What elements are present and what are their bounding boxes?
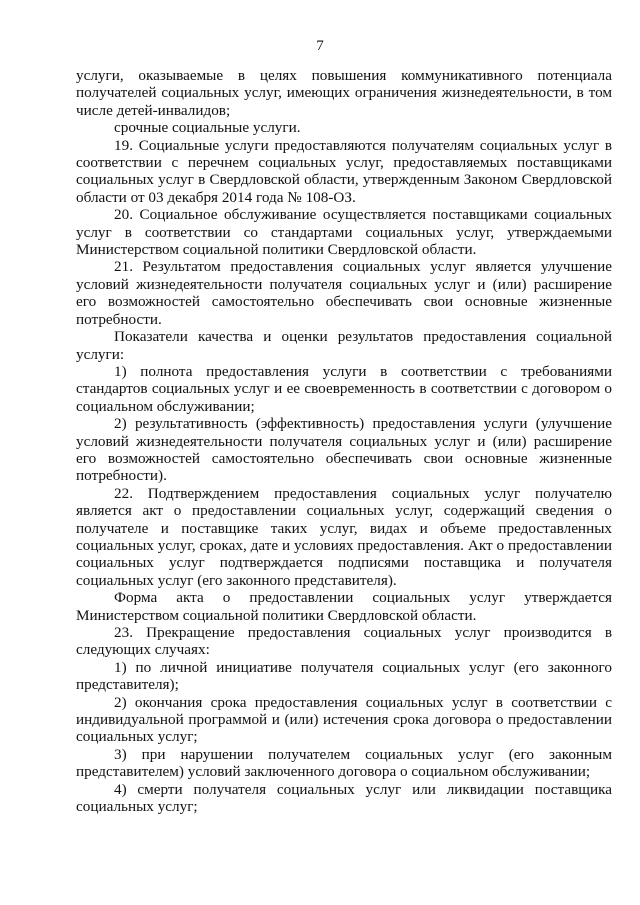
- paragraph-quality-indicators: Показатели качества и оценки результатов предоставления социальной услуги:: [76, 328, 612, 363]
- paragraph-clause-23: 23. Прекращение предоставления социальных услуг производится в следующих случаях:: [76, 624, 612, 659]
- list-item-termination-1: 1) по личной инициативе получателя социальных услуг (его законного представителя);: [76, 658, 612, 694]
- list-item-termination-3: 3) при нарушении получателем социальных услуг (его законным представителем) условий заключенного договора о социальном обслуживании;: [76, 745, 612, 781]
- document-body: [76, 67, 612, 815]
- list-item-effectiveness: 2) результативность (эффективность) предоставления услуги (улучшение условий жизнедеятельности получателя социальных услуг и (или) расширение его возможностей самостоятельно обеспечивать свои основные жизненные потребности).: [76, 415, 612, 485]
- paragraph-clause-21: 21. Результатом предоставления социальных услуг является улучшение условий жизнедеятельности получателя социальных услуг и (или) расширение его возможностей самостоятельно обеспечивать свои основные жизненные потребности.: [76, 258, 612, 328]
- list-item-completeness: 1) полнота предоставления услуги в соответствии с требованиями стандартов социальных услуг и ее своевременность в соответствии с договором о социальном обслуживании;: [76, 362, 612, 415]
- paragraph-communicative-services: услуги, оказываемые в целях повышения коммуникативного потенциала получателей социальных услуг, имеющих ограничения жизнедеятельности, в том числе детей-инвалидов;: [76, 67, 612, 119]
- list-item-termination-4: 4) смерти получателя социальных услуг или ликвидации поставщика социальных услуг;: [76, 780, 612, 816]
- paragraph-act-form: Форма акта о предоставлении социальных услуг утверждается Министерством социальной политики Свердловской области.: [76, 589, 612, 624]
- paragraph-clause-20: 20. Социальное обслуживание осуществляется поставщиками социальных услуг в соответствии со стандартами социальных услуг, утверждаемыми Министерством социальной политики Свердловской области.: [76, 206, 612, 259]
- paragraph-clause-19: 19. Социальные услуги предоставляются получателям социальных услуг в соответствии с перечнем социальных услуг, предоставляемых поставщиками социальных услуг в Свердловской области, утвержденным Законом Свердловской области от 03 декабря 2014 года № 108-ОЗ.: [76, 136, 612, 206]
- paragraph-urgent-services: срочные социальные услуги.: [114, 119, 301, 137]
- paragraph-clause-22: 22. Подтверждением предоставления социальных услуг получателю является акт о предоставлении социальных услуг, содержащий сведения о получателе и поставщике таких услуг, видах и объеме предоставленных социальных услуг, сроках, дате и условиях предоставления. Акт о предоставлении социальных услуг подтверждается подписями поставщика и получателя социальных услуг (его законного представителя).: [76, 484, 612, 589]
- page-number: 7: [316, 38, 324, 54]
- list-item-termination-2: 2) окончания срока предоставления социальных услуг в соответствии с индивидуальной программой и (или) истечения срока договора о предоставлении социальных услуг;: [76, 693, 612, 746]
